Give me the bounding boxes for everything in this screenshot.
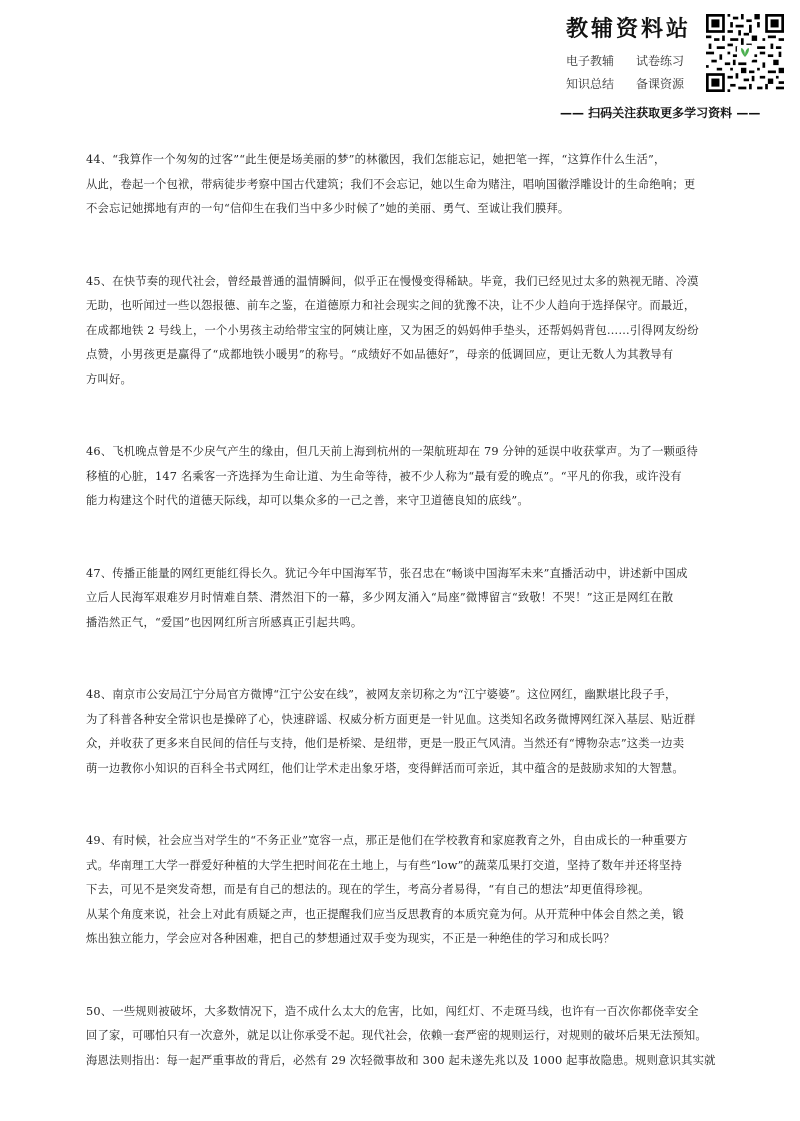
text-line: 萌一边教你小知识的百科全书式网红，他们让学术走出象牙塔，变得鲜活而可亲近，其中蕴含的是鼓励求知的大智慧。 bbox=[86, 761, 684, 775]
text-line: 播浩然正气，“爱国”也因网红所言所感真正引起共鸣。 bbox=[86, 615, 363, 629]
text-line: 50、一些规则被破坏，大多数情况下，造不成什么太大的危害，比如，闯红灯、不走斑马线，也许有一百次你都侥幸安全 bbox=[86, 1004, 699, 1018]
text-line: 无助，也听闻过一些以怨报德、前车之鉴，在道德原力和社会现实之间的犹豫不决，让不少人趋向于选择保守。而最近， bbox=[86, 299, 696, 312]
text-line: 方叫好。 bbox=[86, 372, 132, 386]
text-line: 从此，卷起一个包袱，带病徒步考察中国古代建筑；我们不会忘记，她以生命为赌注，唱响国徽浮雕设计的生命绝响；更 bbox=[86, 177, 696, 191]
header-tagline: —— 扫码关注获取更多学习资料 —— bbox=[560, 106, 761, 120]
link-knowledge-summary[interactable]: 知识总结 bbox=[566, 77, 615, 91]
text-line: 能力构建这个时代的道德天际线，却可以集众多的一己之善，来守卫道德良知的底线”。 bbox=[86, 494, 529, 507]
paragraph-45 bbox=[86, 270, 720, 393]
text-line: 移植的心脏，147 名乘客一齐选择为生命让道、为生命等待，被不少人称为“最有爱的晚点”。“平凡的你我，或许没有 bbox=[86, 469, 682, 483]
link-electronic-materials[interactable]: 电子教辅 bbox=[566, 54, 615, 68]
paragraph-46 bbox=[86, 440, 720, 514]
text-line: 从某个角度来说，社会上对此有质疑之声，也正提醒我们应当反思教育的本质究竟为何。从开荒种中体会自然之美，锻 bbox=[86, 907, 684, 921]
link-lesson-resources[interactable]: 备课资源 bbox=[636, 77, 685, 91]
text-line: 海恩法则指出：每一起严重事故的背后，必然有 29 次轻微事故和 300 起未遂先兆以及 1000 起事故隐患。规则意识其实就 bbox=[86, 1053, 716, 1067]
text-line: 立后人民海军艰难岁月时情难自禁、潸然泪下的一幕，多少网友涌入“局座”微博留言“致敬！不哭！”这正是网红在散 bbox=[86, 591, 674, 604]
text-line: 炼出独立能力，学会应对各种困难，把自己的梦想通过双手变为现实，不正是一种绝佳的学习和成长吗？ bbox=[86, 932, 615, 945]
text-line: 48、南京市公安局江宁分局官方微博“江宁公安在线”，被网友亲切称之为“江宁婆婆”。这位网红，幽默堪比段子手， bbox=[86, 688, 677, 701]
text-line: 在成都地铁 2 号线上，一个小男孩主动给带宝宝的阿姨让座，又为困乏的妈妈伸手垫头，还帮妈妈背包……引得网友纷纷 bbox=[86, 323, 699, 337]
paragraph-47 bbox=[86, 562, 720, 636]
paragraph-50 bbox=[86, 1000, 720, 1074]
paragraph-48 bbox=[86, 683, 720, 781]
text-line: 下去，可见不是突发奇想，而是有自己的想法的。现在的学生，考高分者易得，“有自己的想法”却更值得珍视。 bbox=[86, 883, 650, 896]
paragraph-49 bbox=[86, 829, 720, 952]
text-line: 回了家，可哪怕只有一次意外，就足以让你承受不起。现代社会，依赖一套严密的规则运行，对规则的破坏后果无法预知。 bbox=[86, 1029, 707, 1042]
text-line: 47、传播正能量的网红更能红得长久。犹记今年中国海军节，张召忠在“畅谈中国海军未来”直播活动中，讲述新中国成 bbox=[86, 566, 688, 580]
link-test-practice[interactable]: 试卷练习 bbox=[636, 54, 685, 68]
page-header bbox=[0, 0, 800, 130]
text-line: 众，并收获了更多来自民间的信任与支持，他们是桥梁、是纽带，更是一股正气风清。当然还有“博物杂志”这类一边卖 bbox=[86, 737, 685, 750]
text-line: 式。华南理工大学一群爱好种植的大学生把时间花在土地上，与有些“low”的蔬菜瓜果打交道，坚持了数年并还将坚持 bbox=[86, 858, 682, 872]
text-line: 不会忘记她掷地有声的一句“信仰生在我们当中多少时候了”她的美丽、勇气、至诚让我们膜拜。 bbox=[86, 202, 570, 215]
qr-code-icon bbox=[706, 14, 784, 92]
text-line: 46、飞机晚点曾是不少戾气产生的缘由，但几天前上海到杭州的一架航班却在 79 分钟的延误中收获掌声。为了一颗亟待 bbox=[86, 445, 698, 458]
text-line: 45、在快节奏的现代社会，曾经最普通的温情瞬间，似乎正在慢慢变得稀缺。毕竟，我们已经见过太多的熟视无睹、冷漠 bbox=[86, 274, 699, 288]
text-line: 点赞，小男孩更是赢得了“成都地铁小暖男”的称号。“成绩好不如品德好”，母亲的低调回应，更让无数人为其教导有 bbox=[86, 348, 674, 361]
brand-title: 教辅资料站 bbox=[566, 17, 692, 42]
brand-links bbox=[566, 52, 696, 92]
paragraph-44 bbox=[86, 148, 720, 222]
text-line: 49、有时候，社会应当对学生的“不务正业”宽容一点，那正是他们在学校教育和家庭教育之外，自由成长的一种重要方 bbox=[86, 834, 688, 847]
text-line: 44、“我算作一个匆匆的过客”“此生便是场美丽的梦”的林徽因，我们怎能忘记，她把笔一挥，“这算作什么生活”， bbox=[86, 153, 666, 166]
text-line: 为了科普各种安全常识也是操碎了心，快速辟谣、权威分析方面更是一针见血。这类知名政务微博网红深入基层、贴近群 bbox=[86, 712, 696, 726]
document-body bbox=[86, 148, 720, 1121]
